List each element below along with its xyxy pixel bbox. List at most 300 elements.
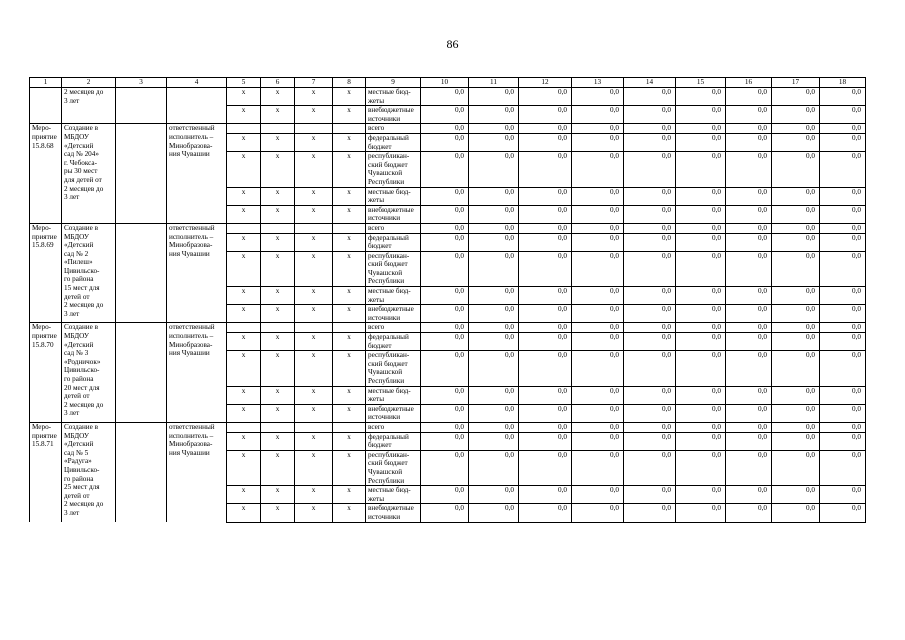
column-header: 18 [820, 78, 866, 88]
marker-cell [295, 88, 333, 106]
value-cell-text: 0,0 [758, 133, 767, 142]
funding-source-cell-text: республикан- ский бюджет Чувашской Республики [368, 251, 410, 286]
marker-cell [227, 88, 261, 106]
value-cell-text: 0,0 [610, 124, 619, 133]
value-cell-text: 0,0 [758, 88, 767, 96]
blank-cell [116, 223, 167, 323]
value-cell [469, 450, 519, 485]
budget-table [29, 77, 866, 523]
value-cell [624, 404, 676, 422]
value-cell-text: 0,0 [505, 486, 514, 495]
column-header: 1 [30, 78, 62, 88]
value-cell [421, 333, 469, 351]
marker-cell [295, 323, 333, 333]
value-cell [820, 223, 866, 233]
value-cell-text: 0,0 [712, 422, 721, 431]
value-cell [469, 386, 519, 404]
value-cell-text: 0,0 [610, 333, 619, 342]
marker-cell-text: x [275, 106, 280, 115]
value-cell [469, 323, 519, 333]
value-cell [469, 333, 519, 351]
value-cell [421, 323, 469, 333]
value-cell [519, 223, 572, 233]
value-cell-text: 0,0 [610, 88, 619, 96]
table-row [30, 124, 866, 134]
marker-cell [333, 504, 366, 522]
funding-source-cell [366, 88, 421, 106]
marker-cell-text: x [347, 88, 351, 96]
value-cell-text: 0,0 [852, 223, 861, 232]
column-header: 9 [366, 78, 421, 88]
value-cell [676, 386, 726, 404]
marker-cell-text: x [241, 351, 246, 360]
value-cell-text: 0,0 [455, 152, 464, 161]
value-cell [676, 287, 726, 305]
value-cell [726, 305, 772, 323]
value-cell-text: 0,0 [455, 323, 464, 332]
column-header: 12 [519, 78, 572, 88]
value-cell-text: 0,0 [558, 152, 567, 161]
funding-source-cell-text: федеральный бюджет [368, 233, 409, 251]
value-cell-text: 0,0 [662, 386, 671, 395]
value-cell [469, 251, 519, 286]
value-cell [519, 124, 572, 134]
action-cell [62, 124, 116, 224]
value-cell [421, 223, 469, 233]
funding-source-cell-text: местные бюд- жеты [368, 187, 411, 205]
column-header: 10 [421, 78, 469, 88]
value-cell-text: 0,0 [662, 432, 671, 441]
marker-cell [333, 233, 366, 251]
marker-cell [333, 251, 366, 286]
value-cell-text: 0,0 [712, 106, 721, 115]
value-cell-text: 0,0 [758, 351, 767, 360]
marker-cell-text: x [241, 205, 246, 214]
marker-cell [295, 486, 333, 504]
value-cell-text: 0,0 [852, 106, 861, 115]
value-cell-text: 0,0 [712, 233, 721, 242]
funding-source-cell-text: всего [368, 223, 385, 232]
funding-source-cell [366, 404, 421, 422]
value-cell-text: 0,0 [662, 124, 671, 133]
funding-source-cell-text: местные бюд- жеты [368, 486, 411, 503]
value-cell [772, 88, 820, 106]
value-cell-text: 0,0 [712, 88, 721, 96]
marker-cell [227, 106, 261, 124]
value-cell [624, 124, 676, 134]
value-cell-text: 0,0 [558, 133, 567, 142]
marker-cell-text: x [241, 504, 246, 513]
value-cell [820, 152, 866, 187]
marker-cell [295, 450, 333, 485]
value-cell-text: 0,0 [806, 124, 815, 133]
value-cell-text: 0,0 [758, 432, 767, 441]
marker-cell [261, 106, 295, 124]
action-cell-text: Создание в МБДОУ «Детский сад № 2 «Пилеш» Цивильско- го района 15 мест для детей от 2 месяцев до 3 лет [64, 223, 104, 318]
value-cell-text: 0,0 [806, 152, 815, 161]
value-cell [519, 450, 572, 485]
marker-cell-text: x [241, 133, 246, 142]
value-cell [624, 205, 676, 223]
value-cell-text: 0,0 [455, 133, 464, 142]
action-cell [62, 88, 116, 124]
value-cell [572, 305, 624, 323]
value-cell [726, 251, 772, 286]
marker-cell [227, 205, 261, 223]
marker-cell [333, 432, 366, 450]
marker-cell-text: x [275, 251, 280, 260]
marker-cell [333, 187, 366, 205]
marker-cell [261, 323, 295, 333]
funding-source-cell [366, 486, 421, 504]
value-cell-text: 0,0 [806, 422, 815, 431]
value-cell [676, 133, 726, 151]
marker-cell [227, 432, 261, 450]
value-cell-text: 0,0 [505, 404, 514, 413]
value-cell [820, 351, 866, 386]
value-cell [421, 432, 469, 450]
value-cell [572, 133, 624, 151]
value-cell [820, 323, 866, 333]
value-cell [772, 386, 820, 404]
funding-source-cell-text: внебюджетные источники [368, 404, 414, 422]
value-cell-text: 0,0 [610, 223, 619, 232]
value-cell-text: 0,0 [505, 223, 514, 232]
value-cell [726, 333, 772, 351]
value-cell-text: 0,0 [610, 305, 619, 314]
value-cell-text: 0,0 [610, 486, 619, 495]
marker-cell-text: x [241, 88, 246, 96]
value-cell-text: 0,0 [610, 152, 619, 161]
action-cell [62, 422, 116, 522]
marker-cell [333, 305, 366, 323]
value-cell [624, 106, 676, 124]
value-cell [676, 233, 726, 251]
value-cell-text: 0,0 [712, 305, 721, 314]
value-cell [726, 287, 772, 305]
value-cell-text: 0,0 [758, 152, 767, 161]
measure-cell [30, 223, 62, 323]
marker-cell-text: x [347, 187, 351, 196]
funding-source-cell [366, 287, 421, 305]
marker-cell-text: x [347, 351, 351, 360]
value-cell-text: 0,0 [852, 486, 861, 495]
value-cell [519, 106, 572, 124]
value-cell [469, 106, 519, 124]
value-cell [676, 486, 726, 504]
value-cell-text: 0,0 [662, 486, 671, 495]
value-cell-text: 0,0 [712, 205, 721, 214]
value-cell [421, 133, 469, 151]
value-cell-text: 0,0 [610, 106, 619, 115]
value-cell-text: 0,0 [806, 333, 815, 342]
value-cell-text: 0,0 [558, 124, 567, 133]
value-cell [624, 251, 676, 286]
marker-cell-text: x [241, 251, 246, 260]
table-row [30, 88, 866, 106]
value-cell-text: 0,0 [806, 133, 815, 142]
value-cell-text: 0,0 [505, 124, 514, 133]
marker-cell-text: x [275, 404, 280, 413]
value-cell [772, 504, 820, 522]
value-cell-text: 0,0 [758, 106, 767, 115]
marker-cell [295, 305, 333, 323]
marker-cell-text: x [311, 333, 316, 342]
value-cell [519, 187, 572, 205]
marker-cell-text: x [311, 404, 316, 413]
marker-cell-text: x [311, 504, 316, 513]
marker-cell-text: x [275, 486, 280, 495]
value-cell [772, 106, 820, 124]
marker-cell [295, 422, 333, 432]
value-cell-text: 0,0 [758, 251, 767, 260]
value-cell [519, 323, 572, 333]
value-cell-text: 0,0 [610, 287, 619, 296]
marker-cell [227, 133, 261, 151]
value-cell-text: 0,0 [558, 351, 567, 360]
funding-source-cell [366, 233, 421, 251]
value-cell [726, 187, 772, 205]
marker-cell-text: x [241, 233, 246, 242]
value-cell-text: 0,0 [712, 333, 721, 342]
marker-cell [333, 287, 366, 305]
value-cell-text: 0,0 [712, 386, 721, 395]
column-header: 8 [333, 78, 366, 88]
marker-cell [295, 333, 333, 351]
value-cell [572, 450, 624, 485]
value-cell [676, 88, 726, 106]
value-cell [676, 432, 726, 450]
value-cell-text: 0,0 [505, 422, 514, 431]
value-cell-text: 0,0 [758, 486, 767, 495]
value-cell-text: 0,0 [852, 333, 861, 342]
marker-cell-text: x [347, 133, 351, 142]
value-cell [624, 305, 676, 323]
marker-cell [227, 305, 261, 323]
value-cell [624, 287, 676, 305]
value-cell-text: 0,0 [505, 106, 514, 115]
value-cell-text: 0,0 [806, 187, 815, 196]
value-cell-text: 0,0 [662, 88, 671, 96]
value-cell [726, 486, 772, 504]
value-cell [519, 422, 572, 432]
value-cell-text: 0,0 [758, 205, 767, 214]
responsible-cell-text: ответственный исполнитель – Минобразова- ния Чувашии [169, 124, 215, 159]
responsible-cell-text: ответственный исполнитель – Минобразова- ния Чувашии [169, 422, 215, 457]
marker-cell-text: x [241, 432, 246, 441]
value-cell-text: 0,0 [558, 323, 567, 332]
funding-source-cell [366, 223, 421, 233]
funding-source-cell [366, 422, 421, 432]
marker-cell [333, 133, 366, 151]
value-cell [820, 422, 866, 432]
action-cell-text: Создание в МБДОУ «Детский сад № 5 «Радуга» Цивильско- го района 25 мест для детей от 2 месяцев до 3 лет [64, 422, 104, 517]
marker-cell-text: x [275, 205, 280, 214]
value-cell [676, 504, 726, 522]
value-cell-text: 0,0 [758, 305, 767, 314]
marker-cell-text: x [347, 504, 351, 513]
funding-source-cell [366, 432, 421, 450]
value-cell [820, 504, 866, 522]
value-cell [624, 486, 676, 504]
value-cell-text: 0,0 [455, 223, 464, 232]
marker-cell [261, 133, 295, 151]
measure-cell-text: Меро- приятие 15.8.71 [32, 422, 57, 449]
value-cell [820, 233, 866, 251]
value-cell-text: 0,0 [662, 323, 671, 332]
value-cell [772, 152, 820, 187]
value-cell [676, 333, 726, 351]
measure-cell [30, 88, 62, 124]
value-cell-text: 0,0 [505, 386, 514, 395]
value-cell [519, 386, 572, 404]
funding-source-cell [366, 305, 421, 323]
value-cell-text: 0,0 [610, 450, 619, 459]
marker-cell-text: x [311, 386, 316, 395]
funding-source-cell [366, 187, 421, 205]
value-cell [772, 432, 820, 450]
column-header: 13 [572, 78, 624, 88]
marker-cell [261, 233, 295, 251]
column-header: 17 [772, 78, 820, 88]
value-cell [820, 187, 866, 205]
value-cell [624, 88, 676, 106]
marker-cell-text: x [275, 88, 280, 96]
value-cell [421, 205, 469, 223]
marker-cell-text: x [311, 205, 316, 214]
value-cell-text: 0,0 [455, 504, 464, 513]
value-cell-text: 0,0 [852, 422, 861, 431]
value-cell [421, 404, 469, 422]
value-cell [624, 223, 676, 233]
value-cell [772, 333, 820, 351]
value-cell [820, 333, 866, 351]
value-cell [676, 205, 726, 223]
marker-cell-text: x [311, 187, 316, 196]
marker-cell-text: x [275, 305, 280, 314]
marker-cell [295, 504, 333, 522]
value-cell [820, 205, 866, 223]
value-cell-text: 0,0 [505, 233, 514, 242]
funding-source-cell [366, 205, 421, 223]
marker-cell [333, 386, 366, 404]
marker-cell [333, 333, 366, 351]
value-cell [726, 124, 772, 134]
value-cell-text: 0,0 [852, 152, 861, 161]
marker-cell-text: x [275, 432, 280, 441]
marker-cell [261, 486, 295, 504]
marker-cell [227, 351, 261, 386]
value-cell [676, 351, 726, 386]
value-cell [519, 351, 572, 386]
value-cell-text: 0,0 [712, 404, 721, 413]
value-cell-text: 0,0 [610, 432, 619, 441]
marker-cell [333, 351, 366, 386]
responsible-cell [167, 124, 227, 224]
value-cell-text: 0,0 [558, 205, 567, 214]
value-cell-text: 0,0 [455, 287, 464, 296]
page-number: 86 [446, 37, 459, 51]
blank-cell [116, 88, 167, 124]
marker-cell [227, 152, 261, 187]
value-cell-text: 0,0 [505, 432, 514, 441]
value-cell [421, 351, 469, 386]
funding-source-cell [366, 106, 421, 124]
funding-source-cell [366, 152, 421, 187]
column-header: 5 [227, 78, 261, 88]
marker-cell [295, 124, 333, 134]
marker-cell-text: x [275, 351, 280, 360]
value-cell-text: 0,0 [712, 504, 721, 513]
value-cell [726, 450, 772, 485]
value-cell-text: 0,0 [610, 422, 619, 431]
value-cell [469, 287, 519, 305]
measure-cell [30, 124, 62, 224]
funding-source-cell [366, 251, 421, 286]
marker-cell [227, 450, 261, 485]
responsible-cell [167, 323, 227, 423]
value-cell [624, 152, 676, 187]
value-cell-text: 0,0 [712, 152, 721, 161]
value-cell [572, 432, 624, 450]
marker-cell [227, 486, 261, 504]
value-cell-text: 0,0 [758, 187, 767, 196]
value-cell-text: 0,0 [558, 422, 567, 431]
value-cell [421, 386, 469, 404]
value-cell-text: 0,0 [610, 233, 619, 242]
value-cell [519, 133, 572, 151]
marker-cell [227, 233, 261, 251]
value-cell [469, 486, 519, 504]
marker-cell-text: x [347, 205, 351, 214]
value-cell [421, 88, 469, 106]
value-cell-text: 0,0 [712, 351, 721, 360]
value-cell-text: 0,0 [852, 251, 861, 260]
value-cell-text: 0,0 [852, 404, 861, 413]
marker-cell [227, 287, 261, 305]
value-cell-text: 0,0 [505, 450, 514, 459]
marker-cell [295, 251, 333, 286]
value-cell-text: 0,0 [712, 323, 721, 332]
value-cell [421, 422, 469, 432]
marker-cell [333, 404, 366, 422]
value-cell-text: 0,0 [610, 251, 619, 260]
value-cell-text: 0,0 [610, 205, 619, 214]
table-row [30, 223, 866, 233]
action-cell [62, 223, 116, 323]
value-cell-text: 0,0 [610, 404, 619, 413]
value-cell [772, 305, 820, 323]
value-cell [676, 251, 726, 286]
marker-cell [261, 223, 295, 233]
marker-cell-text: x [241, 404, 246, 413]
marker-cell-text: x [311, 152, 316, 161]
value-cell [772, 323, 820, 333]
value-cell-text: 0,0 [806, 251, 815, 260]
marker-cell-text: x [311, 106, 316, 115]
marker-cell [295, 386, 333, 404]
funding-source-cell [366, 351, 421, 386]
value-cell [421, 124, 469, 134]
value-cell [726, 223, 772, 233]
marker-cell [261, 333, 295, 351]
value-cell-text: 0,0 [712, 287, 721, 296]
responsible-cell-text: ответственный исполнитель – Минобразова- ния Чувашии [169, 223, 215, 258]
marker-cell-text: x [275, 187, 280, 196]
marker-cell [295, 187, 333, 205]
funding-source-cell [366, 450, 421, 485]
value-cell-text: 0,0 [806, 106, 815, 115]
